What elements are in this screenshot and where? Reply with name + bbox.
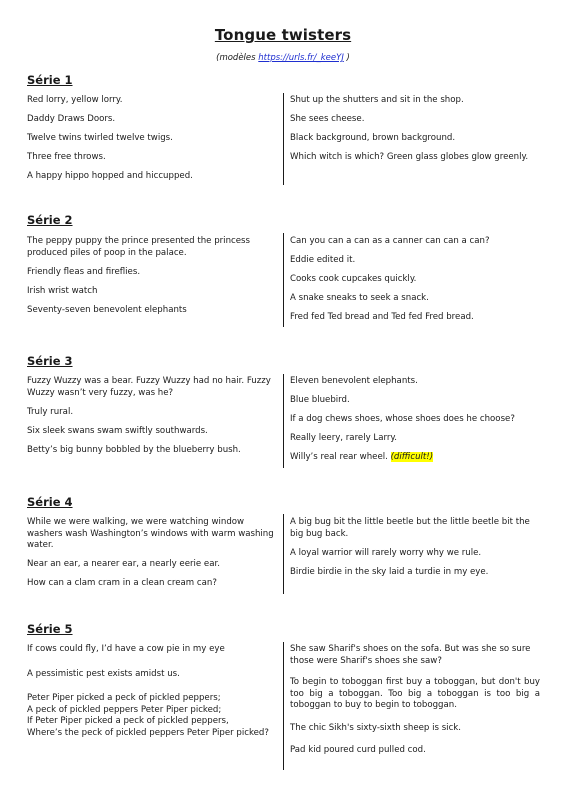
list-item: How can a clam cram in a clean cream can? xyxy=(27,578,217,589)
list-item: Seventy-seven benevolent elephants xyxy=(27,304,187,315)
section-4-right xyxy=(290,517,540,586)
section-2-title: Série 2 xyxy=(27,213,73,227)
section-4-title: Série 4 xyxy=(27,495,73,509)
list-item: To begin to toboggan first buy a toboggan, but don't buy too big a toboggan. Too big a toboggan is too big a toboggan to buy to begin to toboggan. xyxy=(290,677,540,710)
section-5-left xyxy=(27,644,277,747)
list-item: Blue bluebird. xyxy=(290,395,350,406)
list-item: She saw Sharif's shoes on the sofa. But was she so sure those were Sharif's shoes she saw? xyxy=(290,644,531,666)
list-item xyxy=(290,452,540,464)
section-2-right xyxy=(290,236,540,331)
subtitle-suffix: ) xyxy=(343,53,350,63)
list-item: Betty’s big bunny bobbled by the blueberry bush. xyxy=(27,444,241,455)
list-item: Three free throws. xyxy=(27,152,106,163)
section-2-divider xyxy=(283,233,284,327)
list-item: Twelve twins twirled twelve twigs. xyxy=(27,133,173,144)
section-1-right xyxy=(290,95,540,171)
verse-line: A peck of pickled peppers Peter Piper picked; xyxy=(27,704,222,715)
list-item: A pessimistic pest exists amidst us. xyxy=(27,668,180,679)
list-item: Which witch is which? Green glass globes glow greenly. xyxy=(290,152,529,163)
list-item: A big bug bit the little beetle but the little beetle bit the big bug back. xyxy=(290,517,530,539)
list-item: The chic Sikh's sixty-sixth sheep is sick. xyxy=(290,722,462,733)
section-2-left xyxy=(27,236,277,324)
list-item: Friendly fleas and fireflies. xyxy=(27,266,141,277)
list-item: Pad kid poured curd pulled cod. xyxy=(290,745,426,755)
list-item: Red lorry, yellow lorry. xyxy=(27,95,123,105)
list-item: Birdie birdie in the sky laid a turdie in my eye. xyxy=(290,566,489,577)
section-1-divider xyxy=(283,93,284,185)
list-item: Fuzzy Wuzzy was a bear. Fuzzy Wuzzy had no hair. Fuzzy Wuzzy wasn’t very fuzzy, was he? xyxy=(27,376,271,398)
list-item: Can you can a can as a canner can can a can? xyxy=(290,236,490,246)
section-3-divider xyxy=(283,374,284,468)
subtitle-prefix: (modèles xyxy=(216,53,259,63)
list-item: Truly rural. xyxy=(27,406,74,417)
section-4-left xyxy=(27,517,277,597)
section-3-right xyxy=(290,376,540,471)
list-item: Eddie edited it. xyxy=(290,255,356,266)
list-item: If a dog chews shoes, whose shoes does he choose? xyxy=(290,414,515,425)
list-item: Cooks cook cupcakes quickly. xyxy=(290,274,417,285)
section-4-divider xyxy=(283,514,284,594)
list-item-text: Willy’s real rear wheel. xyxy=(290,452,391,463)
section-5-divider xyxy=(283,642,284,770)
list-item: Six sleek swans swam swiftly southwards. xyxy=(27,425,208,436)
source-link[interactable]: https://urls.fr/_keeYJ xyxy=(258,53,344,63)
section-1-title: Série 1 xyxy=(27,73,73,87)
section-3-left xyxy=(27,376,277,464)
list-item: Irish wrist watch xyxy=(27,285,98,296)
list-item: A snake sneaks to seek a snack. xyxy=(290,293,429,304)
section-5-title: Série 5 xyxy=(27,622,73,636)
list-item: A happy hippo hopped and hiccupped. xyxy=(27,171,193,182)
list-item: Shut up the shutters and sit in the shop. xyxy=(290,95,464,105)
list-item: Near an ear, a nearer ear, a nearly eerie ear. xyxy=(27,559,220,570)
verse-line: Where’s the peck of pickled peppers Peter Piper picked? xyxy=(27,727,269,738)
list-item: If cows could fly, I’d have a cow pie in my eye xyxy=(27,644,225,654)
page-title: Tongue twisters xyxy=(214,26,352,44)
verse-line: Peter Piper picked a peck of pickled peppers; xyxy=(27,693,221,703)
list-item: Eleven benevolent elephants. xyxy=(290,376,418,386)
list-item: While we were walking, we were watching window washers wash Washington’s windows with warm washing water. xyxy=(27,517,274,550)
difficulty-highlight: (difficult!) xyxy=(390,452,434,463)
section-5-right xyxy=(290,644,540,764)
section-3-title: Série 3 xyxy=(27,354,73,368)
list-item: Really leery, rarely Larry. xyxy=(290,433,397,444)
list-item: The peppy puppy the prince presented the princess produced piles of poop in the palace. xyxy=(27,236,250,258)
section-1-left xyxy=(27,95,277,190)
list-item: A loyal warrior will rarely worry why we rule. xyxy=(290,547,482,558)
list-item: Daddy Draws Doors. xyxy=(27,114,116,125)
list-item: She sees cheese. xyxy=(290,114,365,125)
list-item: Fred fed Ted bread and Ted fed Fred bread. xyxy=(290,312,474,323)
subtitle xyxy=(0,53,566,63)
peter-piper-verse xyxy=(27,693,277,739)
verse-line: If Peter Piper picked a peck of pickled peppers, xyxy=(27,716,229,726)
list-item: Black background, brown background. xyxy=(290,133,456,144)
